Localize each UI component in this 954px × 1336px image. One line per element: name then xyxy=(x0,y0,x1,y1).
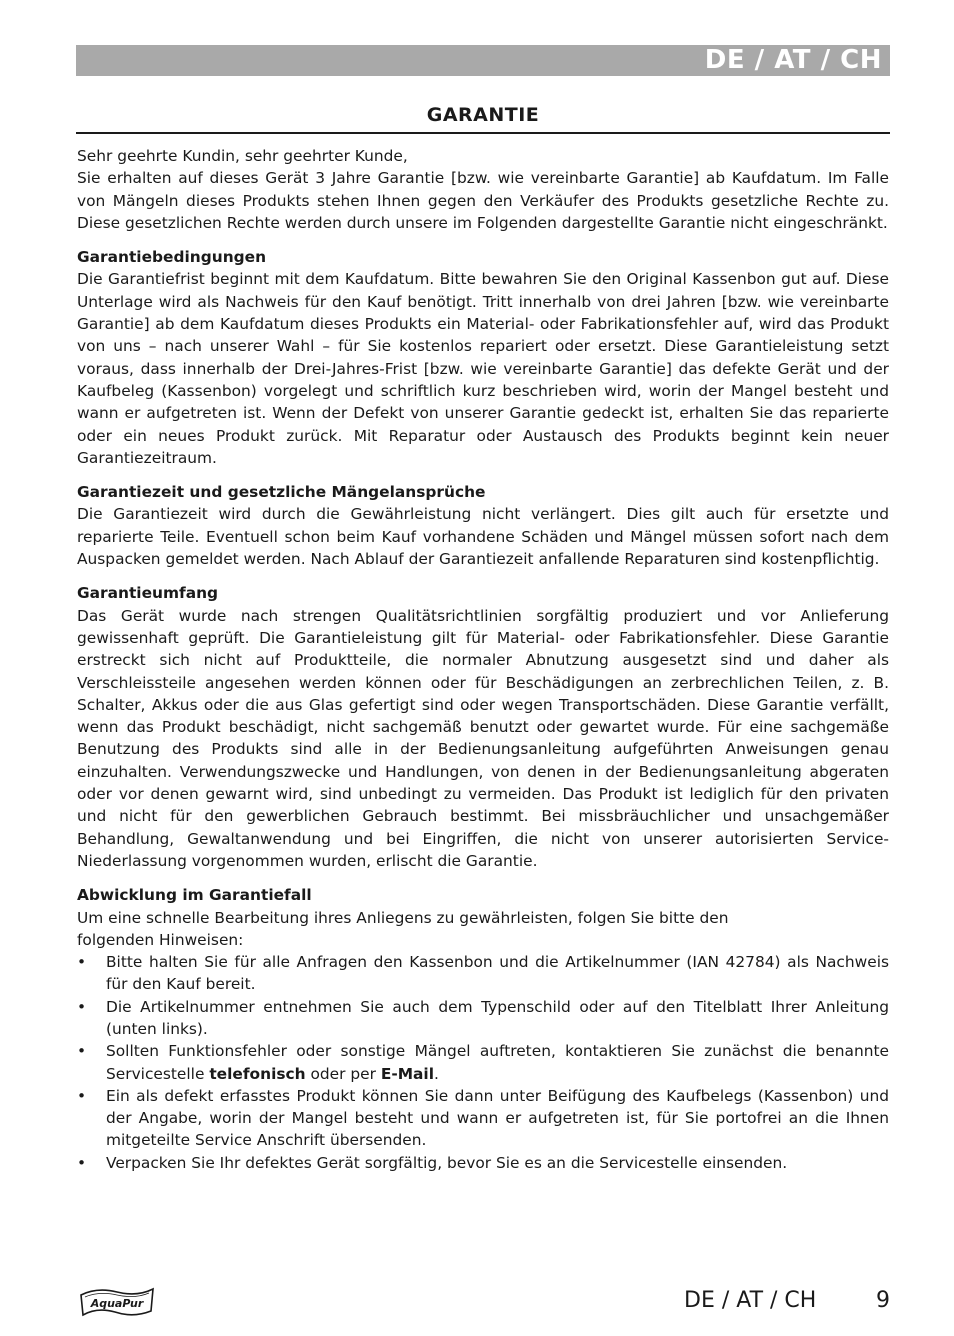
page-number: 9 xyxy=(876,1288,890,1313)
bullet-icon: • xyxy=(77,1086,87,1105)
title-divider xyxy=(76,132,890,134)
page-title: GARANTIE xyxy=(426,104,540,126)
list-item-text: Die Artikelnummer entnehmen Sie auch dem Typenschild oder auf den Titelblatt Ihrer Anleitung (unten links). xyxy=(106,997,889,1038)
paragraph-conditions: Die Garantiefrist beginnt mit dem Kaufdatum. Bitte bewahren Sie den Original Kassenbon gut auf. Diese Unterlage wird als Nachweis für den Kauf benötigt. Tritt innerhalb von drei Jahren [bzw. wie vereinbarte Garantie] ab dem Kaufdatum dieses Produkts ein Material- oder Fabrikationsfehler auf, wird das Produkt von uns – nach unserer Wahl – für Sie kostenlos repariert oder ersetzt. Diese Garantieleistung setzt voraus, dass innerhalb der Drei-Jahres-Frist [bzw. wie vereinbarte Garantie] das defekte Gerät und der Kaufbeleg (Kassenbon) vorgelegt und schriftlich kurz beschrieben wird, worin der Mangel besteht und wann er aufgetreten ist. Wenn der Defekt von unserer Garantie gedeckt ist, erhalten Sie das reparierte oder ein neues Produkt zurück. Mit Reparatur oder Austausch des Produkts beginnt kein neuer Garantiezeitraum. xyxy=(77,270,889,467)
heading-period: Garantiezeit und gesetzliche Mängelansprüche xyxy=(77,483,486,502)
document-body xyxy=(77,145,889,1174)
footer-region: DE / AT / CH xyxy=(684,1288,817,1313)
list-item-text-part: Sollten Funktionsfehler oder sonstige Mängel auftreten, kontaktieren Sie zunächst die benannte Servicestelle xyxy=(106,1042,889,1083)
aquapur-logo xyxy=(77,1285,157,1321)
paragraph-period: Die Garantiezeit wird durch die Gewährleistung nicht verlängert. Dies gilt auch für ersetzte und reparierte Teile. Eventuell schon beim Kauf vorhandene Schäden und Mängel müssen sofort nach dem Auspacken gemeldet werden. Nach Ablauf der Garantiezeit anfallende Reparaturen sind kostenpflichtig. xyxy=(77,505,889,569)
list-item xyxy=(77,1085,889,1152)
list-item-text-part: . xyxy=(433,1064,439,1083)
telefonisch-emphasis: telefonisch xyxy=(209,1064,306,1083)
handling-intro-line2: folgenden Hinweisen: xyxy=(77,930,244,949)
list-item-text-part: oder per xyxy=(305,1064,381,1083)
salutation: Sehr geehrte Kundin, sehr geehrter Kunde, xyxy=(77,147,408,165)
intro-paragraph: Sie erhalten auf dieses Gerät 3 Jahre Garantie [bzw. wie vereinbarte Garantie] ab Kaufdatum. Im Falle von Mängeln dieses Produkts stehen Ihnen gegen den Verkäufer des Produkts gesetzliche Rechte zu. Diese gesetzlichen Rechte werden durch unsere im Folgenden dargestellte Garantie nicht eingeschränkt. xyxy=(77,169,889,232)
list-item-text xyxy=(106,1042,889,1082)
heading-scope: Garantieumfang xyxy=(77,584,219,603)
bullet-icon: • xyxy=(77,997,87,1016)
paragraph-scope: Das Gerät wurde nach strengen Qualitätsrichtlinien sorgfältig produziert und vor Anlieferung gewissenhaft geprüft. Die Garantieleistung gilt für Material- oder Fabrikationsfehler. Diese Garantie erstreckt sich nicht auf Produktteile, die normaler Abnutzung ausgesetzt sind und daher als Verschleissteile angesehen werden können oder für Beschädigungen an zerbrechlichen Teilen, z. B. Schalter, Akkus oder die aus Glas gefertigt sind oder wegen Transportschäden. Diese Garantie verfällt, wenn das Produkt beschädigt, nicht sachgemäß benutzt oder gewartet wurde. Für eine sachgemäße Benutzung des Produkts sind alle in der Bedienungsanleitung aufgeführten Anweisungen genau einzuhalten. Verwendungszwecke und Handlungen, von denen in der Bedienungsanleitung abgeraten oder vor denen gewarnt wird, sind unbedingt zu vermeiden. Das Produkt ist lediglich für den privaten und nicht für den gewerblichen Gebrauch bestimmt. Bei missbräuchlicher und unsachgemäßer Behandlung, Gewaltanwendung und bei Eingriffen, die nicht von unserer autorisierten Service-Niederlassung vorgenommen wurden, erlischt die Garantie. xyxy=(77,606,889,870)
list-item xyxy=(77,996,889,1041)
email-emphasis: E-Mail xyxy=(380,1064,434,1083)
list-item xyxy=(77,951,889,996)
heading-handling: Abwicklung im Garantiefall xyxy=(77,886,312,905)
list-item xyxy=(77,1152,889,1174)
handling-intro-line1: Um eine schnelle Bearbeitung ihres Anliegens zu gewährleisten, folgen Sie bitte den xyxy=(77,908,729,927)
list-item-text: Verpacken Sie Ihr defektes Gerät sorgfältig, bevor Sie es an die Servicestelle einsenden. xyxy=(106,1153,788,1172)
handling-list xyxy=(77,951,889,1174)
list-item-text: Ein als defekt erfasstes Produkt können Sie dann unter Beifügung des Kaufbelegs (Kassenbon) und der Angabe, worin der Mangel besteht und wann er aufgetreten ist, für Sie portofrei an die Ihnen mitgeteilte Service Anschrift übersenden. xyxy=(106,1086,889,1150)
list-item-text: Bitte halten Sie für alle Anfragen den Kassenbon und die Artikelnummer (IAN 42784) als Nachweis für den Kauf bereit. xyxy=(106,953,889,994)
bullet-icon: • xyxy=(77,1153,87,1172)
heading-conditions: Garantiebedingungen xyxy=(77,248,267,267)
logo-wordmark: AquaPur xyxy=(90,1297,144,1310)
bullet-icon: • xyxy=(77,953,87,972)
header-region: DE / AT / CH xyxy=(704,45,882,75)
bullet-icon: • xyxy=(77,1042,87,1061)
header-bar xyxy=(76,45,890,76)
list-item xyxy=(77,1040,889,1085)
